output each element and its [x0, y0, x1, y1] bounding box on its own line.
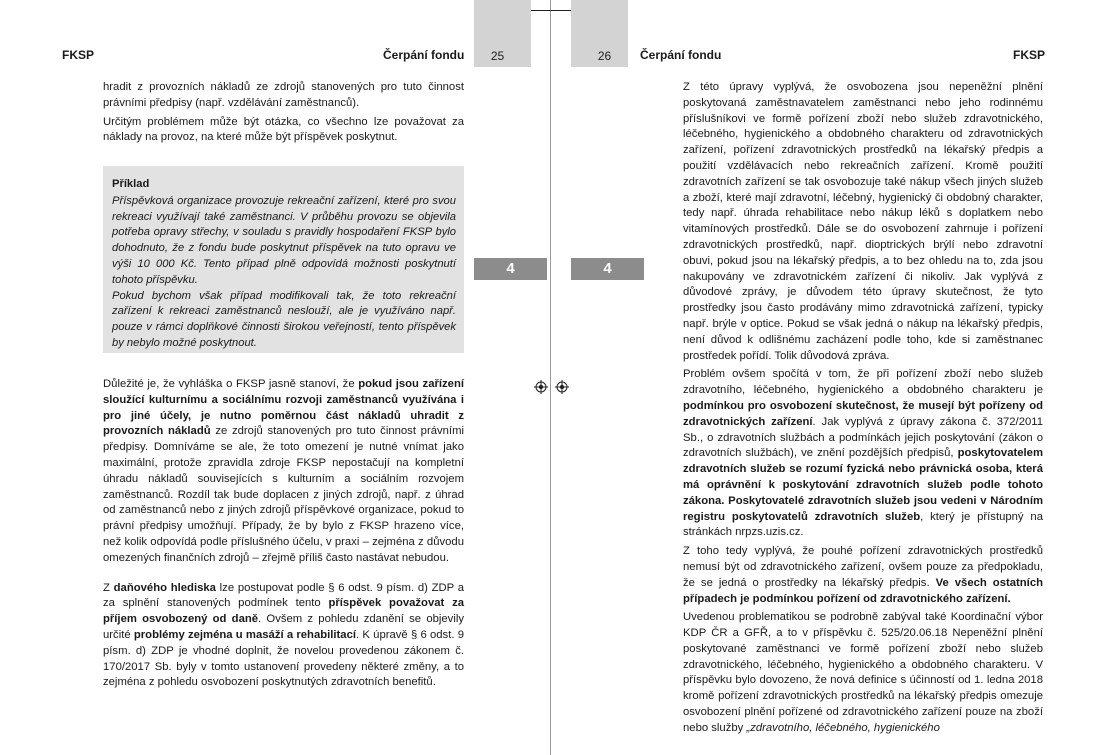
right-page: [552, 0, 1102, 755]
header-right-section: Čerpání fondu: [640, 48, 722, 62]
registration-mark-icon: [534, 380, 548, 394]
header-right-title: FKSP: [1013, 48, 1046, 62]
paragraph: Z této úpravy vyplývá, že osvobozena jsou nepeněžní plnění poskytovaná zaměstnavatelem zaměstnanci nebo jeho rodinnému příslušníkovi ve formě pořízení zboží nebo služeb zdravotnického, léčebného, hygienického a obdobného charakteru od zdravotnických zařízení, pořízení zdravotnických prostředků na lékařský předpis a použití vzdělávacích nebo rekreačních zařízení. Kromě použití zdravotních zařízení se tak osvobozuje také nákup všech jiných služeb a zboží, které mají zdravotní, léčebný, hygienický či obdobný charakter, tedy např. úhrada rehabilitace nebo nákup léků s doplatkem nebo vitamínových prostředků. Dále se do osvobození zahrnuje i pořízení zdravotnických prostředků, např. dioptrických brýlí nebo zdravotní obuvi, pokud jsou na lékařský předpis, a to bez ohledu na to, zda jsou nakupovány ve zdravotnickém zařízení či nikoliv. Jak vyplývá z důvodové zprávy, je důvodem této úpravy skutečnost, že tyto prostředky jsou často prodávány mimo zdravotnická zařízení, typicky např. brýle v optice. Pokud se však jedná o nákup na lékařský předpis, není důvod k odlišnému zacházení podle toho, kde si zaměstnanec prostředek pořídí. Tolik důvodová zpráva.: [683, 81, 1043, 362]
example-box: [103, 166, 464, 353]
body-text-left: [103, 377, 464, 694]
registration-mark-icon: [555, 380, 569, 394]
paragraph: Z toho tedy vyplývá, že pouhé pořízení zdravotnických prostředků nemusí být od zdravotnického zařízení, ovšem pouze za předpokladu, že se jedná o prostředky na lékařský předpis. Ve všech ostatních případech je podmínkou pořízení od zdravotnického zařízení.: [683, 545, 1044, 605]
example-title: Příklad: [112, 178, 150, 190]
header-left-section: Čerpání fondu: [383, 48, 465, 62]
paragraph: Určitým problémem může být otázka, co všechno lze považovat za náklady na provoz, na které může být příspěvek poskytnut.: [103, 115, 464, 144]
paragraph: Problém ovšem spočítá v tom, že při pořízení zboží nebo služeb zdravotního, léčebného, hygienického a obdobného charakteru je podmínkou pro osvobození skutečnost, že musejí být pořízeny od zdravotnických zařízení. Jak vyplývá z úpravy zákona č. 372/2011 Sb., o zdravotních službách a podmínkách jejich poskytování (zákon o zdravotních službách), ve znění pozdějších předpisů, poskytovatelem zdravotních služeb se rozumí fyzická nebo právnická osoba, která má oprávnění k poskytování zdravotních služeb podle tohoto zákona. Poskytovatelé zdravotních služeb jsou vedeni v Národním registru poskytovatelů zdravotních služeb, který je přístupný na stránkách nrpzs.uzis.cz.: [683, 368, 1043, 539]
chapter-tab: 4: [474, 258, 547, 280]
page-number: 26: [597, 49, 612, 63]
example-paragraph: Pokud bychom však případ modifikovali tak, že toto rekreační zařízení k rekreaci zaměstnanců neslouží, ale je využíváno např. pouze v rámci doplňkové činnosti širokou veřejností, tento příspěvek by nebylo možné poskytnout.: [112, 289, 456, 349]
example-paragraph: Příspěvková organizace provozuje rekreační zařízení, které pro svou rekreaci využívají také zaměstnanci. V průběhu provozu se objevila potřeba opravy střechy, v souladu s pravidly hospodaření FKSP bylo dohodnuto, že z fondu bude poskytnut příspěvek na tuto opravu ve výši 10 000 Kč. Tento případ plně odpovídá možnosti poskytnutí tohoto příspěvku.: [112, 194, 456, 286]
page-number: 25: [490, 49, 505, 63]
body-text-right: [683, 80, 1043, 740]
chapter-tab: 4: [571, 258, 644, 280]
paragraph: hradit z provozních nákladů ze zdrojů stanovených pro tuto činnost právními předpisy (např. vzdělávání zaměstnanců).: [103, 81, 464, 109]
paragraph: Uvedenou problematikou se podrobně zabýval také Koordinační výbor KDP ČR a GFŘ, a to v příspěvku č. 525/20.06.18 Nepeněžní plnění poskytované zaměstnanci ve formě pořízení zboží nebo služeb zdravotnického, léčebného, hygienického a obdobného charakteru. V příspěvku bylo dovozeno, že nová definice s účinností od 1. ledna 2018 kromě pořízení zdravotnických prostředků na lékařský předpis omezuje osvobození plnění pořízené od zdravotnického zařízení pouze na zboží nebo služby „zdravotního, léčebného, hygienického: [683, 611, 1043, 734]
header-left-title: FKSP: [62, 48, 95, 62]
paragraph: Důležité je, že vyhláška o FKSP jasně stanoví, že pokud jsou zařízení sloužící kulturnímu a sociálnímu rozvoji zaměstnanců využívána i pro jiné účely, je nutno poměrnou část nákladů uhradit z provozních nákladů ze zdrojů stanovených pro tuto činnost právními předpisy. Domníváme se ale, že toto omezení je nutné vnímat jako maximální, protože zpravidla zdroje FKSP nepostačují na kompletní úhradu nákladů souvisejících s kulturním a sociálním rozvojem zaměstnanců. Rozdíl tak bude doplacen z jiných zdrojů, např. z úhrad od zaměstnanců nebo z jiných zdrojů příspěvkové organizace, pokud to právní předpisy umožňují. Případy, že by bylo z FKSP hrazeno více, než kolik odpovídá podle příslušného účelu, v praxi – zejména z důvodu omezených finančních zdrojů – zřejmě příliš často nastávat nebudou.: [103, 378, 464, 564]
paragraph: Z daňového hlediska lze postupovat podle § 6 odst. 9 písm. d) ZDP a za splnění stanovených podmínek tento příspěvek považovat za příjem osvobozený od daně. Ovšem z pohledu zdanění se objevily určité problémy zejména u masáží a rehabilitací. K úpravě § 6 odst. 9 písm. d) ZDP je vhodné doplnit, že novelou provedenou zákonem č. 170/2017 Sb. byly v tomto ustanovení provedeny některé změny, a to zejména z pohledu osvobození poskytnutých zdravotních benefitů.: [103, 581, 465, 689]
intro-text: [103, 80, 464, 149]
